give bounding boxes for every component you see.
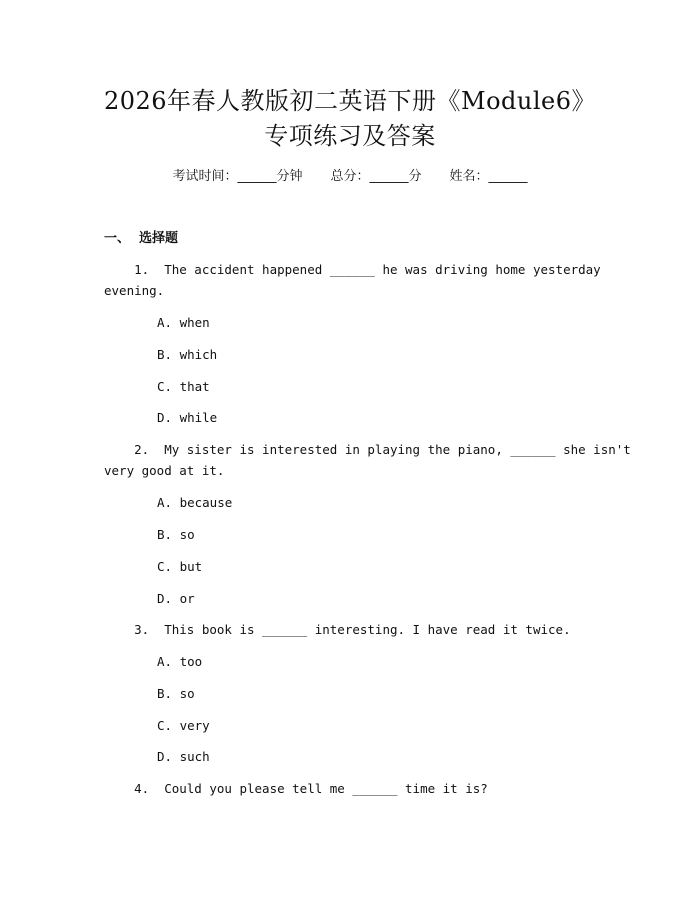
question-2-text-continued: very good at it. bbox=[104, 463, 225, 478]
exam-time-field: 考试时间：______分钟 bbox=[172, 169, 303, 184]
question-1-option-a: A. when bbox=[157, 315, 210, 330]
question-2-option-b: B. so bbox=[157, 527, 195, 542]
exam-meta bbox=[0, 168, 700, 186]
question-3-option-a: A. too bbox=[157, 654, 203, 669]
question-1-text: 1. The accident happened ______ he was driving home yesterday bbox=[104, 262, 601, 277]
document-title-line2: 专项练习及答案 bbox=[264, 122, 436, 150]
question-1-option-d: D. while bbox=[157, 410, 218, 425]
document-title-line1: 2026年春人教版初二英语下册《Module6》 bbox=[103, 87, 597, 115]
question-2-option-a: A. because bbox=[157, 495, 233, 510]
question-4-text: 4. Could you please tell me ______ time it is? bbox=[104, 781, 488, 796]
question-2-text: 2. My sister is interested in playing the piano, ______ she isn't bbox=[104, 442, 631, 457]
section-heading: 一、 选择题 bbox=[104, 231, 179, 246]
question-3-option-b: B. so bbox=[157, 686, 195, 701]
total-score-field: 总分：______分 bbox=[330, 169, 422, 184]
question-1-text-continued: evening. bbox=[104, 283, 165, 298]
question-3-option-c: C. very bbox=[157, 718, 210, 733]
question-3-text: 3. This book is ______ interesting. I have read it twice. bbox=[104, 622, 571, 637]
student-name-field: 姓名：______ bbox=[449, 169, 528, 184]
question-3-option-d: D. such bbox=[157, 749, 210, 764]
question-2-option-c: C. but bbox=[157, 559, 203, 574]
question-2-option-d: D. or bbox=[157, 591, 195, 606]
question-1-option-c: C. that bbox=[157, 379, 210, 394]
question-1-option-b: B. which bbox=[157, 347, 218, 362]
